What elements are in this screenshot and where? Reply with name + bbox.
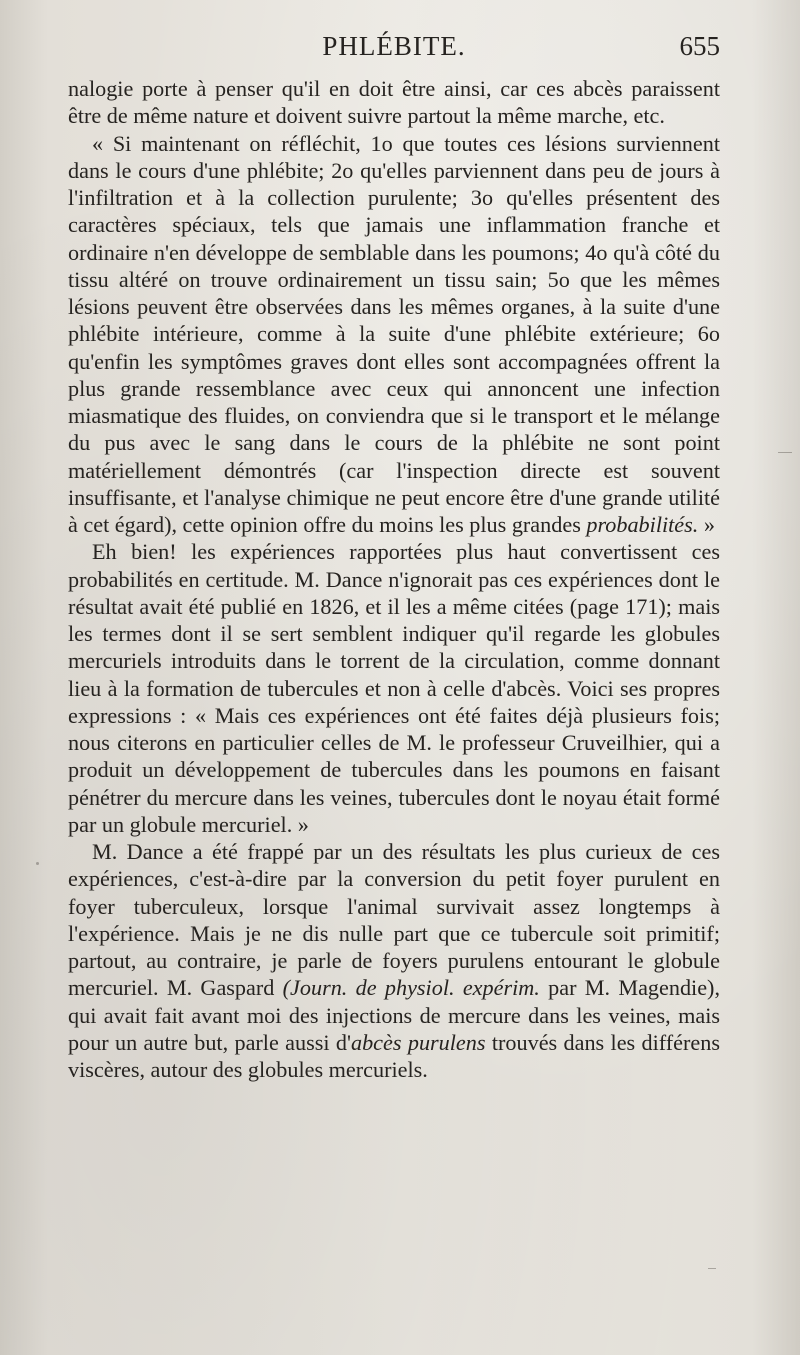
margin-dot-mark — [36, 862, 39, 865]
paragraph-3-text: Eh bien! les expériences rapportées plus haut convertissent ces probabilités en certitude. M. Dance n'ignorait pas ces expériences dont le résultat avait été publié en 1826, et il les a même citées (page 171); mais les termes dont il se sert semblent indiquer qu'il regarde les globules mercuriels introduits dans le torrent de la circulation, comme donnant lieu à la formation de tubercules et non à celle d'abcès. Voici ses propres expressions : « Mais ces expériences ont été faites déjà plusieurs fois; nous citerons en particulier celles de M. le professeur Cruveilhier, qui a produit un développement de tubercules dans les poumons en faisant pénétrer du mercure dans les veines, tubercules dont le noyau était formé par un globule mercuriel. » — [68, 539, 720, 837]
body-text — [68, 75, 720, 1083]
paragraph-4-text-b: par M. Magendie), qui avait fait avant moi des injections de mercure dans les veines, mais pour un autre but, parle aussi d' — [68, 975, 720, 1055]
paragraph-4-text-a: M. Dance a été frappé par un des résultats les plus curieux de ces expériences, c'est-à-dire par la conversion du petit foyer purulent en foyer tuberculeux, lorsque l'animal survivait assez longtemps à l'expérience. Mais je ne dis nulle part que ce tubercule soit primitif; partout, au contraire, je parle de foyers purulens entourant le globule mercuriel. M. Gaspard — [68, 839, 720, 1001]
running-head: PHLÉBITE. — [322, 31, 466, 61]
margin-tick-mark — [778, 452, 792, 453]
paragraph-2-text: « Si maintenant on réfléchit, 1o que toutes ces lésions surviennent dans le cours d'une phlébite; 2o qu'elles parviennent dans peu de jours à l'infiltration et à la collection purulente; 3o qu'elles présentent des caractères spéciaux, tels que jamais une inflammation franche et ordinaire n'en développe de semblable dans les poumons; 4o qu'à côté du tissu altéré on trouve ordinairement un tissu sain; 5o que les mêmes lésions peuvent être observées dans les mêmes organes, à la suite d'une phlébite intérieure, comme à la suite d'une phlébite extérieure; 6o qu'enfin les symptômes graves dont elles sont accompagnées offrent la plus grande ressemblance avec ceux qui annoncent une infection miasmatique des fluides, on conviendra que si le transport et le mélange du pus avec le sang dans le cours de la phlébite ne sont point matériellement démontrés (car l'inspection directe est souvent insuffisante, et l'analyse chimique ne peut encore être d'une grande utilité à cet égard), cette opinion offre du moins les plus grandes — [68, 130, 720, 537]
paragraph-1 — [68, 75, 720, 130]
paragraph-1-text: nalogie porte à penser qu'il en doit être ainsi, car ces abcès paraissent être de même nature et doivent suivre partout la même marche, etc. — [68, 76, 720, 129]
bottom-tick-mark — [708, 1268, 716, 1269]
page-header — [68, 28, 720, 68]
paragraph-2-quote — [68, 130, 720, 539]
paragraph-4 — [68, 838, 720, 1083]
page-number: 655 — [679, 31, 720, 61]
paragraph-4-citation: (Journ. de physiol. expérim. — [282, 975, 540, 1001]
paragraph-3 — [68, 538, 720, 838]
paragraph-4-italic-term: abcès purulens — [350, 1029, 486, 1055]
paragraph-2-close: » — [698, 512, 715, 537]
paragraph-2-italic: probabilités. — [586, 512, 699, 537]
paragraph-4-text-c: trouvés dans les différens viscères, autour des globules mercuriels. — [68, 1029, 720, 1082]
